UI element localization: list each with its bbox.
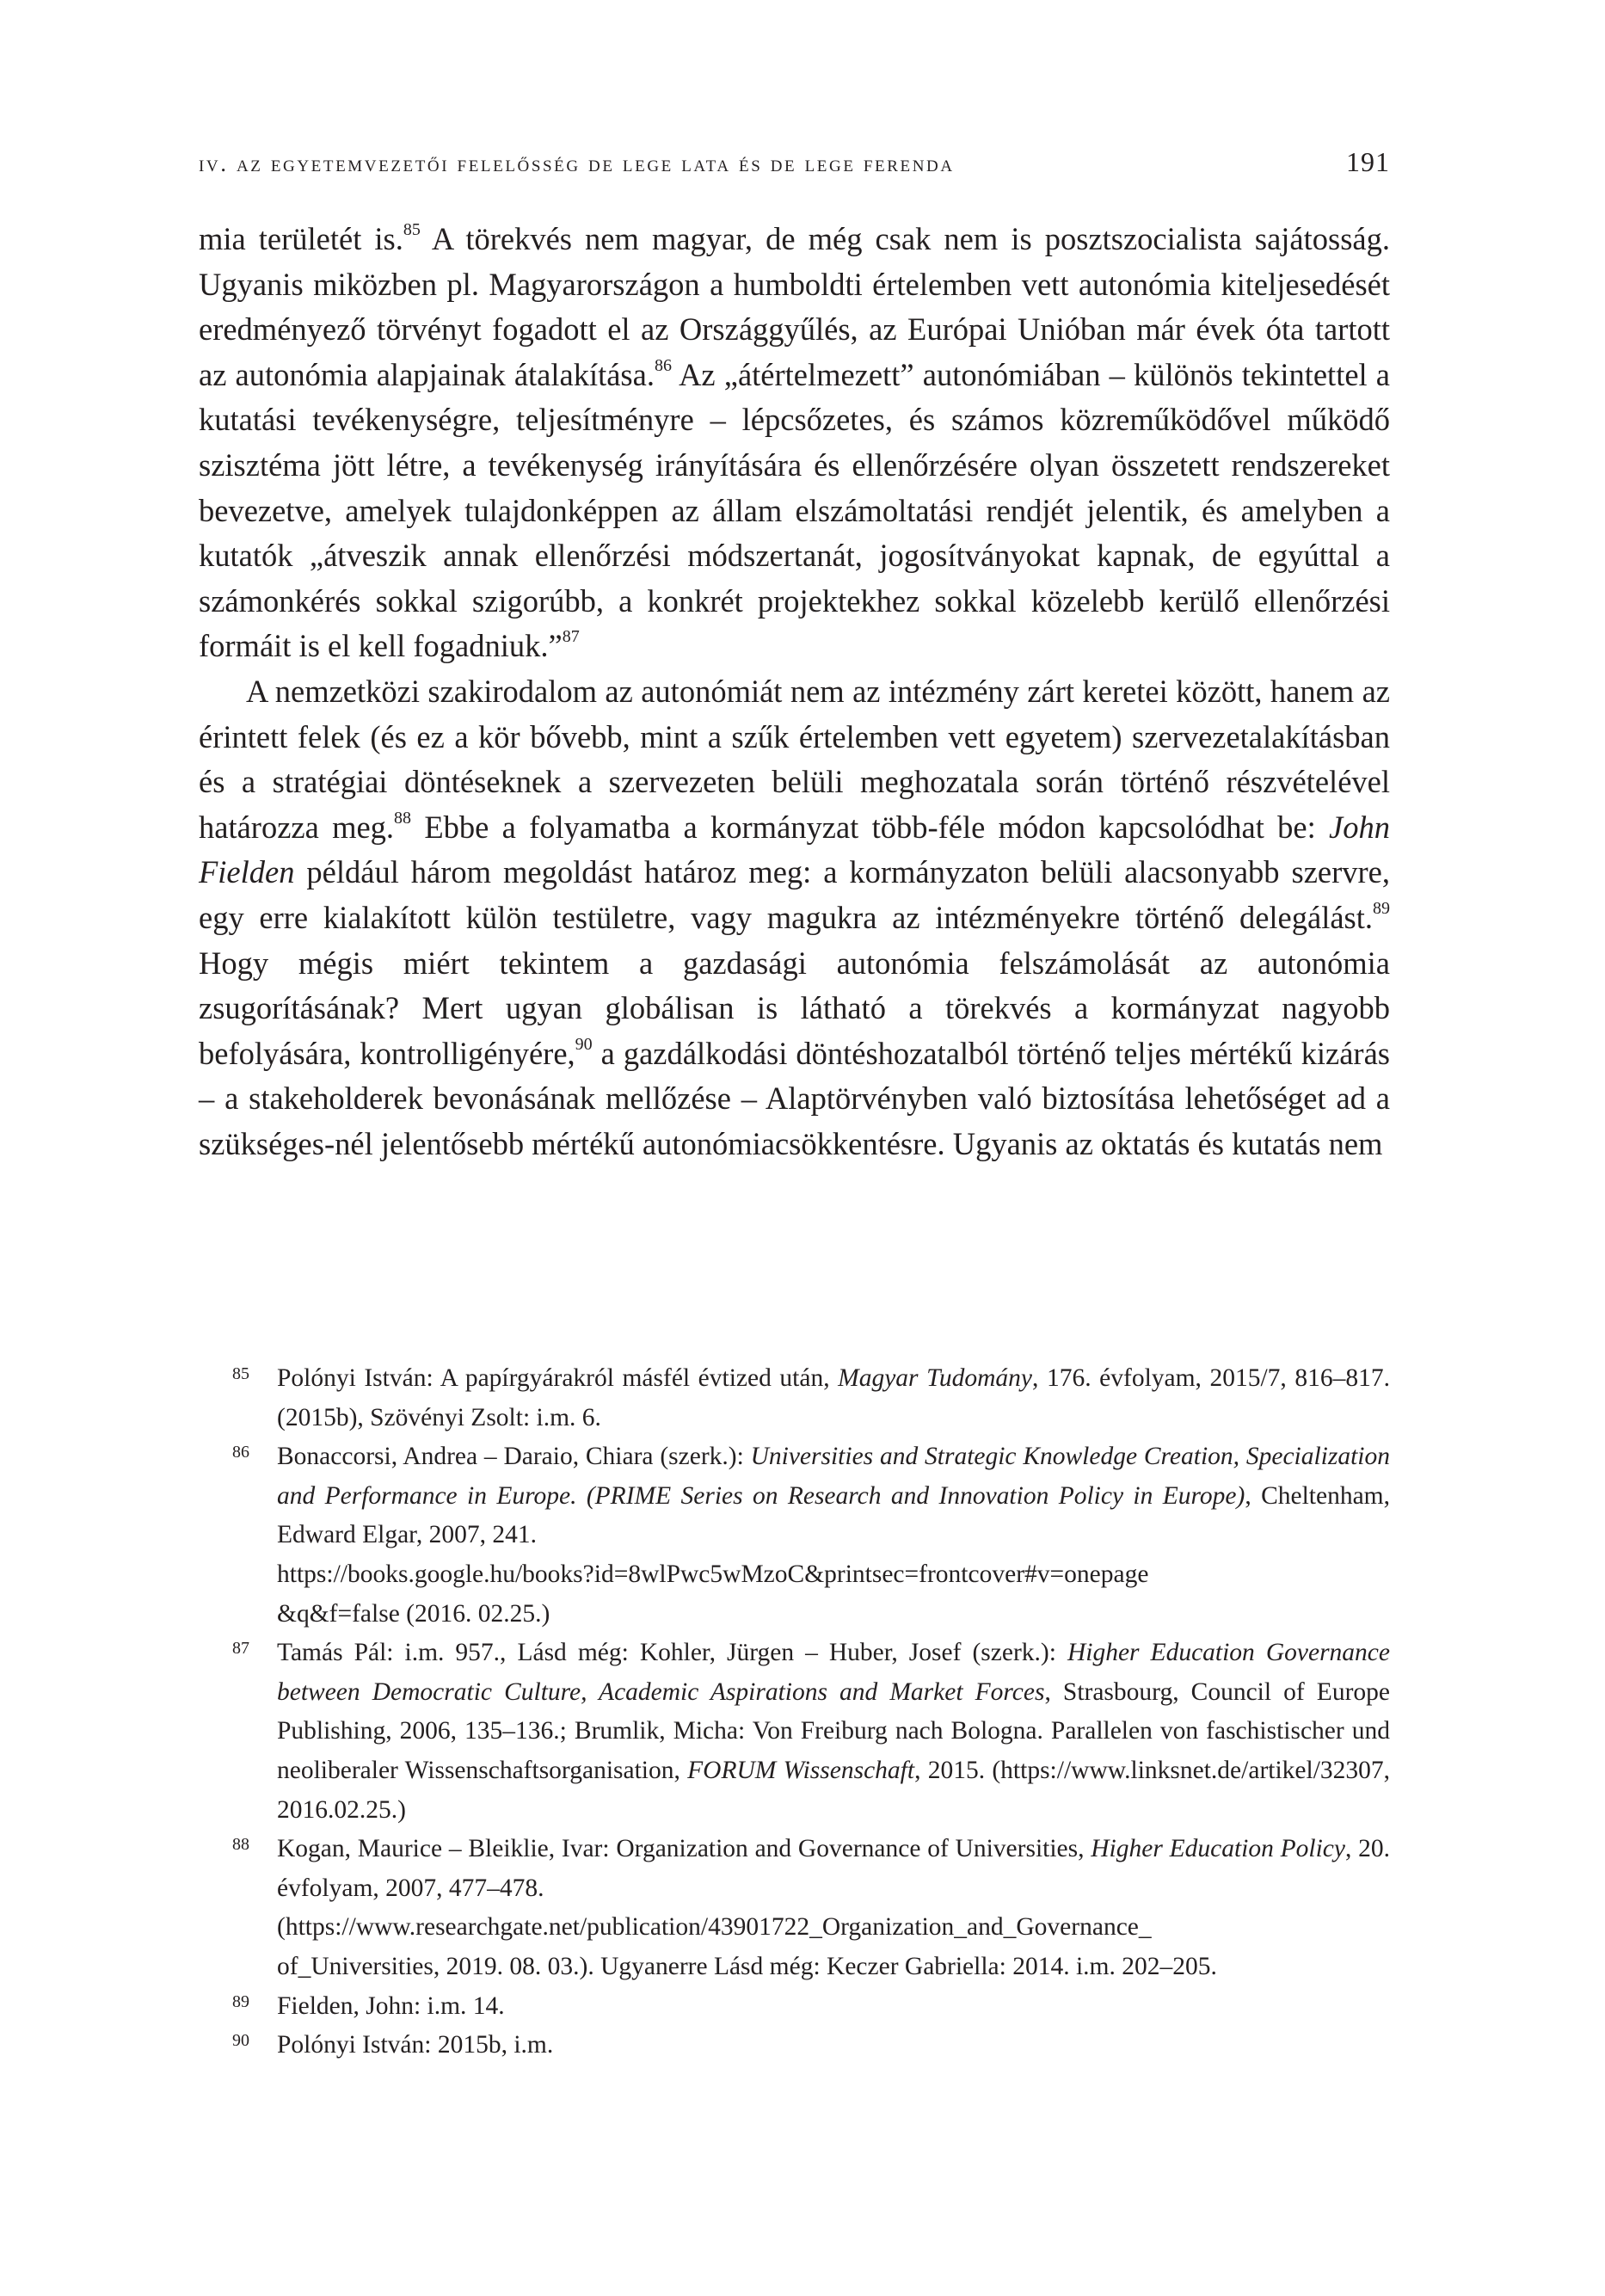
footnote-number: 88 <box>232 1835 249 1855</box>
paragraph-1: mia területét is.$^{85}$ A törekvés nem magyar, de még csak nem is posztszocialista sajátosság. Ugyanis miközben pl. Magyarországon a humboldti értelemben vett autonómia kiteljesedését eredményező törvényt fogadott el az Országgyűlés, az Európai Unióban már évek óta tartott az autonómia alapjainak átalakítása.$^{86}$ Az „átértelmezett” autonómiában – különös tekintettel a kutatási tevékenységre, teljesítményre – lépcsőzetes, és számos közreműködővel működő szisztéma jött létre, a tevékenység irányítására és ellenőrzésére olyan összetett rendszereket bevezetve, amelyek tulajdonképpen az állam elszámoltatási rendjét jelentik, és amelyben a kutatók „átveszik annak ellenőrzési módszertanát, jogosítványokat kapnak, de egyúttal a számonkérés sokkal szigorúbb, a konkrét projektekhez sokkal közelebb kerülő ellenőrzési formáit is el kell fogadniuk.”$^{87}$ <box>199 220 1390 664</box>
footnote-86: 86 Bonaccorsi, Andrea – Daraio, Chiara (szerk.): Universities and Strategic Knowledge Creation, Specialization and Performance in Europe. (PRIME Series on Research and Innovation Policy in Europe), Cheltenham, Edward Elgar, 2007, 241. https://books.google.hu/books?id=8wlPwc5wMzoC&printsec=frontcover#v=onepage &q&f=false (2016. 02.25.) <box>232 1437 1390 1634</box>
footnote-url: (https://www.researchgate.net/publication/43901722_Organization_and_Governance_ <box>277 1913 1152 1942</box>
footnote-number: 85 <box>232 1364 249 1383</box>
footnote-number: 87 <box>232 1639 249 1659</box>
chapter-title: iv. az egyetemvezetői felelősség de lege lata és de lege ferenda <box>199 151 955 176</box>
footnote-url: https://books.google.hu/books?id=8wlPwc5wMzoC&printsec=frontcover#v=onepage <box>277 1560 1149 1588</box>
footnotes <box>232 1359 1390 2065</box>
footnote-ref-87: 87 <box>562 627 580 647</box>
footnote-87: 87 Tamás Pál: i.m. 957., Lásd még: Kohler, Jürgen – Huber, Josef (szerk.): Higher Education Governance between Democratic Culture, Academic Aspirations and Market Forces, Strasbourg, Council of Europe Publishing, 2006, 135–136.; Brumlik, Micha: Von Freiburg nach Bologna. Parallelen von faschistischer und neoliberaler Wissenschaftsorganisation, FORUM Wissenschaft, 2015. (https://www.linksnet.de/artikel/32307, 2016.02.25.) <box>232 1634 1390 1830</box>
footnote-90: 90 Polónyi István: 2015b, i.m. <box>232 2026 1390 2065</box>
running-head <box>199 146 1390 178</box>
body-text <box>199 217 1390 1166</box>
footnote-number: 86 <box>232 1443 249 1462</box>
footnote-ref-89: 89 <box>1373 898 1390 918</box>
footnote-ref-86: 86 <box>654 355 672 375</box>
page-number: 191 <box>1346 146 1390 177</box>
footnote-89: 89 Fielden, John: i.m. 14. <box>232 1987 1390 2027</box>
footnote-number: 89 <box>232 1991 249 2011</box>
footnote-ref-85: 85 <box>403 220 421 239</box>
author-name: John Fielden <box>199 809 1390 890</box>
footnote-ref-88: 88 <box>394 808 412 828</box>
footnote-number: 90 <box>232 2031 249 2051</box>
paragraph-2: A nemzetközi szakirodalom az autonómiát nem az intézmény zárt keretei között, hanem az érintett felek (és ez a kör bővebb, mint a szűk értelemben vett egyetem) szervezetalakításban és a stratégiai döntéseknek a szervezeten belüli meghozatala során történő részvételével határozza meg.$^{88}$ Ebbe a folyamatba a kormányzat több-féle módon kapcsolódhat be: John Fielden például három megoldást határoz meg: a kormányzaton belüli alacsonyabb szervre, egy erre kialakított külön testületre, vagy magukra az intézményekre történő delegálást.$^{89}$ Hogy mégis miért tekintem a gazdasági autonómia felszámolását az autonómia zsugorításának? Mert ugyan globálisan is látható a törekvés a kormányzat nagyobb befolyására, kontrolligényére,$^{90}$ a gazdálkodási döntéshozatalból történő teljes mértékű kizárás – a stakeholderek bevonásának mellőzése – Alaptörvényben való biztosítása lehetőséget ad a szükséges-nél jelentősebb mértékű autonómiacsökkentésre. Ugyanis az oktatás és kutatás nem <box>199 673 1390 1161</box>
footnote-ref-90: 90 <box>575 1034 593 1054</box>
footnote-85: 85 Polónyi István: A papírgyárakról másfél évtized után, Magyar Tudomány, 176. évfolyam, 2015/7, 816–817. (2015b), Szövényi Zsolt: i.m. 6. <box>232 1359 1390 1437</box>
footnote-88: 88 Kogan, Maurice – Bleiklie, Ivar: Organization and Governance of Universities, Higher Education Policy, 20. évfolyam, 2007, 477–478. (https://www.researchgate.net/publication/43901722_Organization_and_Governance_ of_Universities, 2019. 08. 03.). Ugyanerre Lásd még: Keczer Gabriella: 2014. i.m. 202–205. <box>232 1830 1390 1986</box>
